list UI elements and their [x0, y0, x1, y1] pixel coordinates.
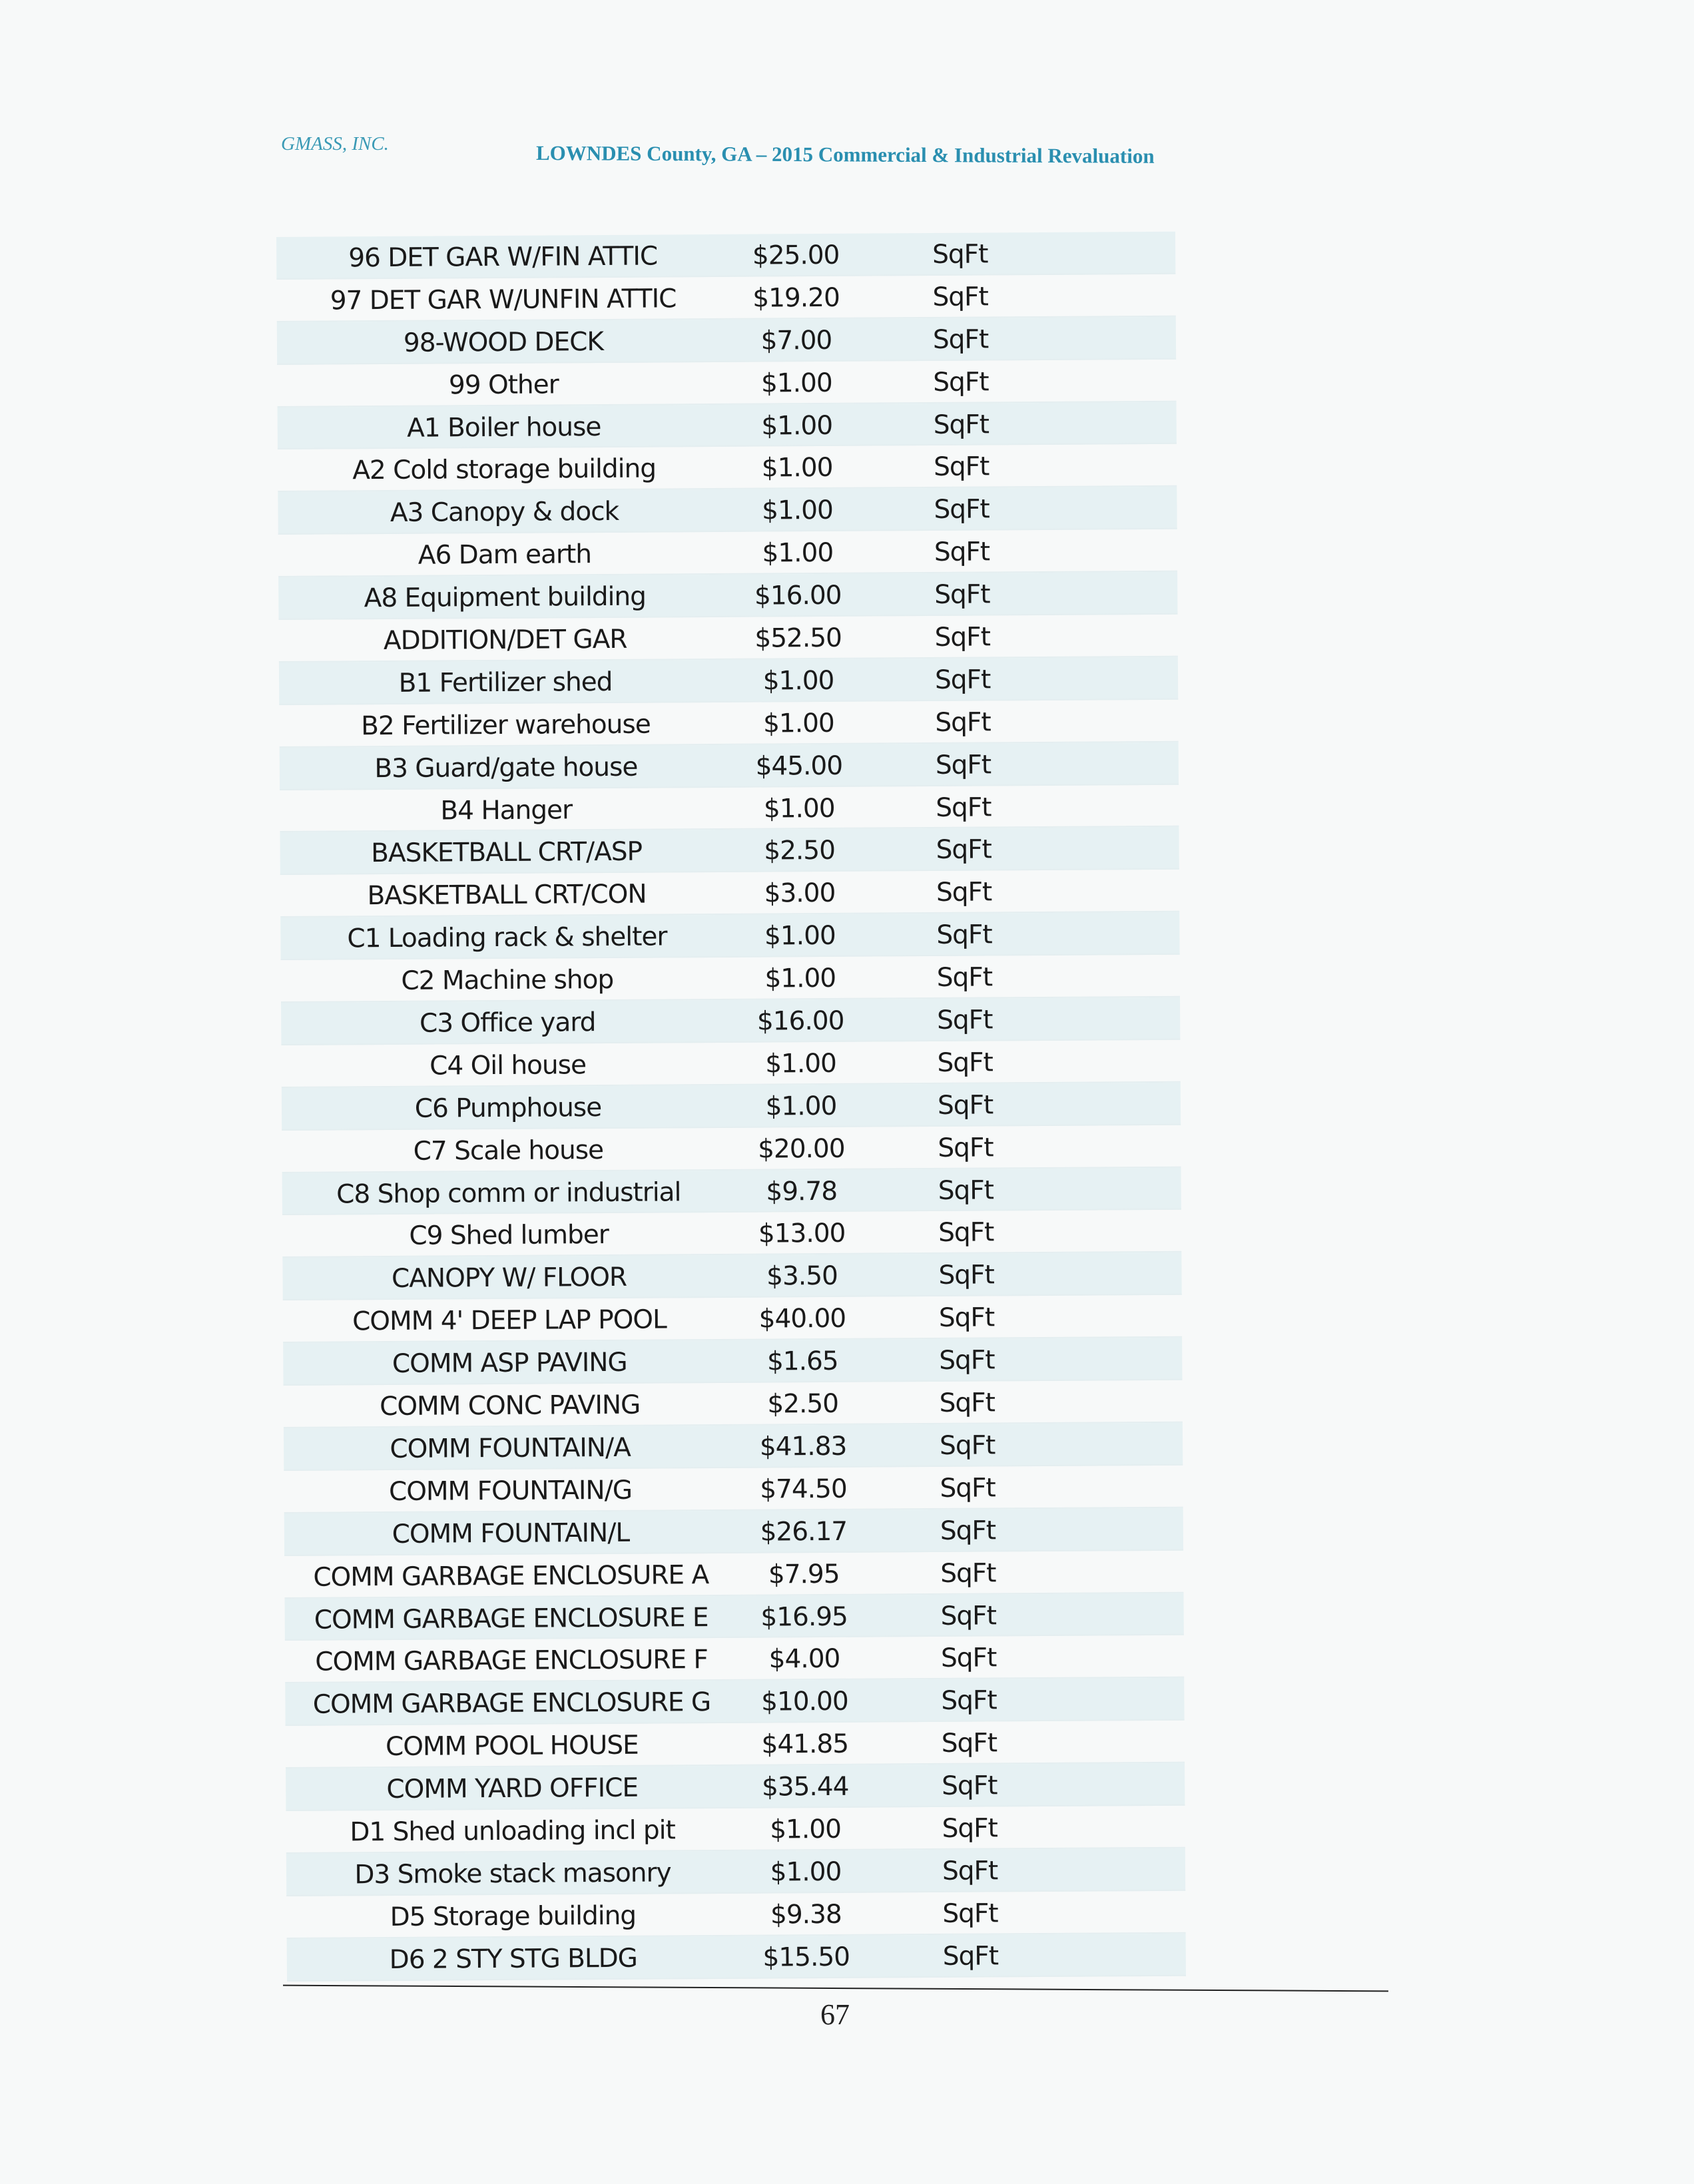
table-row: [279, 700, 1178, 748]
item-price: $9.78: [766, 1176, 838, 1207]
table-row: [277, 317, 1176, 365]
item-unit: SqFt: [935, 750, 991, 780]
item-price: $20.00: [758, 1133, 845, 1165]
item-name: BASKETBALL CRT/ASP: [371, 837, 643, 869]
item-unit: SqFt: [939, 1430, 995, 1461]
item-name: C2 Machine shop: [401, 965, 614, 997]
item-name: B2 Fertilizer warehouse: [361, 709, 651, 742]
item-unit: SqFt: [939, 1388, 995, 1418]
table-row: [280, 870, 1179, 918]
item-unit: SqFt: [938, 1175, 994, 1206]
item-name: COMM POOL HOUSE: [385, 1730, 639, 1763]
table-row: [282, 1210, 1181, 1258]
item-price: $41.83: [759, 1431, 847, 1462]
item-price: $41.85: [761, 1729, 849, 1760]
item-name: A6 Dam earth: [418, 539, 592, 571]
item-price: $4.00: [768, 1644, 840, 1675]
table-row: [287, 1933, 1186, 1981]
item-unit: SqFt: [942, 1771, 997, 1802]
item-price: $1.00: [763, 793, 835, 824]
table-row: [286, 1763, 1185, 1811]
table-row: [285, 1635, 1184, 1683]
item-price: $13.00: [758, 1219, 846, 1250]
item-price: $1.00: [764, 921, 836, 952]
item-unit: SqFt: [932, 324, 989, 355]
item-price: $1.00: [765, 1048, 837, 1079]
item-unit: SqFt: [938, 1133, 993, 1163]
item-price: $40.00: [758, 1304, 846, 1334]
table-row: [278, 487, 1177, 535]
table-row: [280, 912, 1179, 960]
company-name: GMASS, INC.: [281, 133, 389, 154]
item-price: $1.00: [762, 665, 834, 696]
table-row: [278, 444, 1177, 492]
item-unit: SqFt: [942, 1813, 998, 1844]
item-name: BASKETBALL CRT/CON: [367, 879, 647, 912]
table-row: [286, 1721, 1185, 1769]
table-row: [286, 1806, 1185, 1854]
table-row: [276, 232, 1175, 280]
item-price: $25.00: [752, 240, 840, 271]
item-name: COMM FOUNTAIN/A: [390, 1432, 631, 1464]
item-price: $16.00: [756, 1005, 844, 1037]
item-unit: SqFt: [935, 707, 991, 738]
item-price: $2.50: [767, 1388, 839, 1420]
item-unit: SqFt: [933, 410, 989, 440]
table-row: [284, 1593, 1183, 1641]
item-name: B3 Guard/gate house: [374, 752, 638, 784]
item-name: A1 Boiler house: [407, 411, 601, 443]
item-name: D3 Smoke stack masonry: [354, 1858, 671, 1890]
table-row: [278, 572, 1177, 620]
item-price: $2.50: [764, 836, 836, 867]
item-price: $74.50: [760, 1474, 847, 1505]
item-unit: SqFt: [936, 834, 992, 866]
table-row: [282, 1252, 1181, 1300]
item-price: $1.00: [761, 410, 833, 441]
item-name: A8 Equipment building: [364, 581, 647, 614]
item-unit: SqFt: [940, 1473, 995, 1503]
item-name: C8 Shop comm or industrial: [336, 1177, 681, 1210]
table-row: [282, 1125, 1181, 1173]
item-price: $35.44: [761, 1771, 849, 1802]
table-row: [282, 1167, 1181, 1215]
item-name: D6 2 STY STG BLDG: [389, 1943, 638, 1975]
table-row: [281, 1040, 1180, 1088]
table-row: [284, 1380, 1183, 1428]
table-row: [277, 359, 1176, 407]
table-row: [279, 615, 1178, 663]
table-row: [284, 1507, 1183, 1555]
item-name: 97 DET GAR W/UNFIN ATTIC: [330, 284, 677, 316]
item-unit: SqFt: [941, 1685, 997, 1717]
item-price: $16.95: [760, 1601, 848, 1633]
item-name: A3 Canopy & dock: [390, 497, 619, 529]
item-unit: SqFt: [936, 962, 993, 993]
table-row: [283, 1295, 1182, 1343]
table-row: [281, 955, 1180, 1003]
item-unit: SqFt: [941, 1728, 997, 1759]
item-price: $7.00: [760, 325, 832, 356]
item-unit: SqFt: [936, 792, 991, 823]
item-price: $1.00: [762, 495, 833, 526]
table-row: [280, 827, 1179, 875]
table-row: [282, 1083, 1181, 1131]
item-unit: SqFt: [942, 1941, 999, 1972]
item-name: COMM 4' DEEP LAP POOL: [352, 1304, 667, 1337]
item-name: C1 Loading rack & shelter: [347, 922, 667, 954]
item-price: $1.00: [765, 1091, 837, 1122]
table-row: [286, 1848, 1185, 1896]
item-unit: SqFt: [936, 877, 992, 908]
item-price: $16.00: [754, 580, 842, 611]
table-row: [284, 1550, 1183, 1598]
item-price: $9.38: [770, 1899, 842, 1930]
item-unit: SqFt: [937, 1047, 993, 1078]
item-unit: SqFt: [933, 451, 989, 483]
item-price: $3.50: [766, 1261, 838, 1292]
item-price: $1.00: [760, 368, 832, 399]
rate-table: [276, 232, 1186, 1982]
item-name: 98-WOOD DECK: [403, 326, 604, 358]
item-name: CANOPY W/ FLOOR: [391, 1262, 627, 1294]
item-price: $52.50: [754, 623, 842, 654]
item-unit: SqFt: [938, 1217, 994, 1248]
item-name: C9 Shed lumber: [409, 1220, 609, 1252]
item-unit: SqFt: [942, 1898, 998, 1929]
item-price: $7.95: [768, 1559, 840, 1590]
item-unit: SqFt: [938, 1260, 994, 1291]
item-unit: SqFt: [940, 1643, 997, 1674]
item-name: B4 Hanger: [440, 794, 573, 826]
item-unit: SqFt: [934, 579, 990, 611]
item-unit: SqFt: [932, 239, 988, 270]
item-unit: SqFt: [934, 622, 991, 653]
item-price: $1.00: [761, 453, 833, 484]
item-price: $19.20: [752, 282, 840, 314]
item-unit: SqFt: [934, 494, 989, 525]
document-title: LOWNDES County, GA – 2015 Commercial & Industrial Revaluation: [535, 141, 1155, 168]
table-row: [283, 1338, 1182, 1386]
item-price: $10.00: [761, 1687, 848, 1717]
item-name: COMM GARBAGE ENCLOSURE F: [315, 1645, 708, 1678]
item-price: $1.00: [763, 708, 834, 739]
table-row: [281, 997, 1180, 1045]
item-name: 96 DET GAR W/FIN ATTIC: [348, 241, 658, 274]
item-name: COMM ASP PAVING: [392, 1347, 627, 1380]
table-row: [280, 742, 1179, 790]
item-price: $1.00: [770, 1856, 842, 1888]
item-unit: SqFt: [934, 537, 990, 568]
item-name: D1 Shed unloading incl pit: [350, 1815, 675, 1848]
table-row: [276, 274, 1175, 322]
item-unit: SqFt: [940, 1600, 997, 1631]
item-name: A2 Cold storage building: [352, 453, 657, 486]
item-name: COMM FOUNTAIN/G: [388, 1475, 633, 1507]
item-unit: SqFt: [938, 1302, 995, 1334]
item-unit: SqFt: [936, 920, 992, 951]
item-unit: SqFt: [940, 1515, 996, 1546]
item-name: COMM GARBAGE ENCLOSURE E: [314, 1602, 708, 1635]
table-row: [278, 529, 1177, 577]
table-row: [280, 784, 1179, 832]
page-number: 67: [820, 1998, 850, 2031]
item-name: C6 Pumphouse: [414, 1092, 602, 1124]
item-name: C7 Scale house: [413, 1135, 604, 1167]
item-unit: SqFt: [937, 1090, 993, 1121]
item-name: B1 Fertilizer shed: [398, 667, 613, 698]
item-unit: SqFt: [932, 282, 988, 312]
item-name: 99 Other: [448, 370, 559, 401]
item-name: C4 Oil house: [429, 1050, 587, 1081]
item-unit: SqFt: [933, 367, 989, 398]
item-unit: SqFt: [934, 665, 991, 695]
table-row: [278, 402, 1177, 449]
item-name: COMM CONC PAVING: [380, 1390, 641, 1422]
item-price: $1.00: [770, 1814, 842, 1845]
item-price: $1.65: [766, 1346, 838, 1377]
item-price: $3.00: [764, 878, 836, 909]
item-unit: SqFt: [942, 1856, 998, 1886]
footer-rule: [283, 1985, 1388, 1992]
table-row: [284, 1423, 1183, 1471]
table-row: [286, 1890, 1185, 1938]
item-name: COMM YARD OFFICE: [386, 1773, 639, 1805]
item-price: $15.50: [762, 1942, 850, 1973]
table-row: [285, 1678, 1184, 1726]
table-row: [284, 1466, 1183, 1513]
item-price: $1.00: [762, 538, 834, 569]
item-name: COMM GARBAGE ENCLOSURE G: [312, 1687, 711, 1720]
item-unit: SqFt: [940, 1558, 996, 1589]
item-name: COMM GARBAGE ENCLOSURE A: [313, 1559, 709, 1593]
item-price: $45.00: [755, 750, 843, 782]
item-name: D5 Storage building: [390, 1900, 637, 1932]
item-unit: SqFt: [939, 1345, 995, 1376]
item-name: ADDITION/DET GAR: [383, 624, 627, 657]
item-name: COMM FOUNTAIN/L: [392, 1517, 630, 1549]
item-unit: SqFt: [937, 1005, 993, 1035]
table-row: [279, 657, 1178, 705]
item-price: $1.00: [764, 963, 836, 994]
item-price: $26.17: [760, 1516, 848, 1547]
item-name: C3 Office yard: [419, 1007, 596, 1039]
